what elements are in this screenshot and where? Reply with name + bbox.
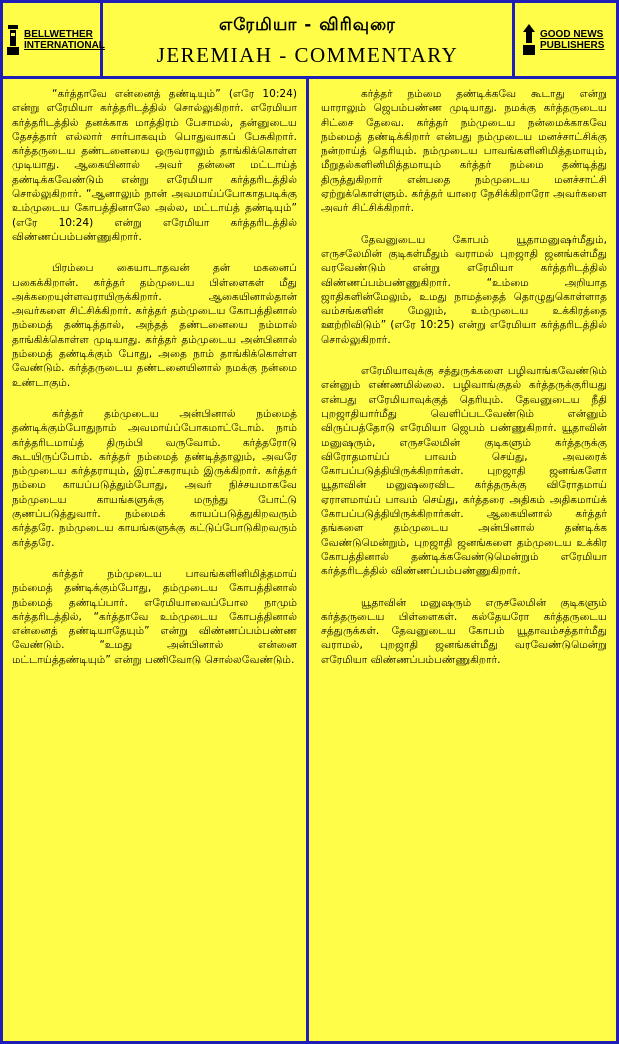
good-news-logo-text: GOOD NEWS PUBLISHERS [540,28,605,51]
paragraph: தேவனுடைய கோபம் யூதாமனுஷர்மீதும், எருசலேமின் குடிகள்மீதும் வராமல் புறஜாதி ஜனங்கள்மீது வரவேண்டும் என்று எரேமியா கர்த்தரிடத்தில் விண்ணப்பம்பண்ணுகிறார். “உம்மை அறியாத ஜாதிகளின்மேலும், உமது நாமத்தைத் தொழுதுகொள்ளாத வம்சங்களின் மேலும், உம்முடைய உக்கிரத்தை ஊற்றிவிடும்” (எரே 10:25) என்று எரேமியா கர்த்தரிடத்தில் சொல்லுகிறார். [321,233,607,346]
header [3,3,616,79]
title-tamil: எரேமியா - விரிவுரை [219,15,396,35]
page-title-block [106,3,509,76]
bellwether-emblem-icon [5,23,21,57]
left-column [3,79,309,1041]
paragraph: “கர்த்தாவே என்னைத் தண்டியும்” (எரே 10:24) என்று எரேமியா கர்த்தரிடத்தில் சொல்லுகிறார். எரேமியா கர்த்தரிடத்தில் தனக்காக மாத்திரம் பேசாமல், தன்னுடைய தேசத்தார் எல்லார் சார்பாகவும் பொதுவாகப் பேசுகிறார். கர்த்தருடைய தண்டனையை ஒருவராலும் தாங்கிக்கொள்ள முடியாது. ஆகையினால் அவர் தன்னை மட்டாய்த் தண்டிக்கவேண்டும் என்று எரேமியா கர்த்தரிடத்தில் சொல்லுகிறார். “ஆனாலும் நான் அவமாய்ப்போகாதபடிக்கு உம்முடைய கோபத்தினாலே அல்ல, மட்டாய்த் தண்டியும்” (எரே 10:24) என்று எரேமியா கர்த்தரிடத்தில் விண்ணப்பம்பண்ணுகிறார். [12,88,297,243]
bellwether-logo [3,3,103,76]
paragraph: யூதாவின் மனுஷரும் எருசலேமின் குடிகளும் கர்த்தருடைய பிள்ளைகள். கல்தேயரோ கர்த்தருடைய சத்துருக்கள். தேவனுடைய கோபம் யூதாவம்சத்தார்மீது வராமல், புறஜாதி ஜனங்கள்மீது வரவேண்டுமென்று எரேமியா விண்ணப்பம்பண்ணுகிறார். [321,596,607,666]
bellwether-logo-text: BELLWETHER INTERNATIONAL [24,28,105,51]
paragraph: எரேமியாவுக்கு சத்துருக்களை பழிவாங்கவேண்டும் என்னும் எண்ணமில்லை. பழிவாங்குதல் கர்த்தருக்குரியது என்பது எரேமியாவுக்குத் தெரியும். தேவனுடைய நீதி புறஜாதியார்மீது வெளிப்படவேண்டும் என்னும் விருப்பத்தோடு எரேமியா ஜெபம் பண்ணுகிறார். யூதாவின் மனுஷரும், எருசலேமின் குடிகளும் கர்த்தருக்கு விரோதமாய்ப் பாவம் செய்து, அவரைக் கோபப்படுத்தியிருக்கிறார்கள். புறஜாதி ஜனங்களோ யூதாவின் மனுஷரைவிட கர்த்தருக்கு விரோதமாய் ஏராளமாய்ப் பாவம் செய்து, கர்த்தரை அதிகம் அதிகமாய்க் கோபப்படுத்தியிருக்கிறார்கள். ஆகையினால் கர்த்தர் தங்களை தம்முடைய அன்பினால் தண்டிக்க வேண்டுமென்றும், புறஜாதி ஜனங்களை தம்முடைய உக்கிர கோபத்தினால் தண்டிக்கவேண்டுமென்றும் எரேமியா கர்த்தரிடத்தில் விண்ணப்பம்பண்ணுகிறார். [321,365,607,578]
title-english: JEREMIAH - COMMENTARY [156,43,459,67]
paragraph: கர்த்தர் தம்முடைய அன்பினால் நம்மைத் தண்டிக்கும்போதுநாம் அவமாய்ப்போகமாட்டோம். நாம் கர்த்தரிடமாய்த் திரும்பி வருவோம். கர்த்தரோடு கூடயிருப்போம். கர்த்தர் நம்மைத் தண்டித்தாலும், அவரே நம்முடைய கர்த்தராயும், இரட்சகராயும் இருக்கிறார். கர்த்தர் நம்மை காயப்படுத்தும்போது, அவர் நிச்சயமாகவே நம்முடைய காயங்களுக்கு மருந்து போட்டு குணப்படுத்துவார். நம்மைக் காயப்படுத்துகிறவரும் கர்த்தரே. நம்முடைய காயங்களுக்கு கட்டுப்போடுகிறவரும் கர்த்தரே. [12,407,297,549]
paragraph: கர்த்தர் நம்மை தண்டிக்கவே கூடாது என்று யாராலும் ஜெபம்பண்ண முடியாது. நமக்கு கர்த்தருடைய சிட்சை தேவை. கர்த்தர் நம்முடைய நன்மைக்காகவே நம்மைத் தண்டிக்கிறார் என்பது நம்முடைய மனச்சாட்சிக்கு நன்றாய்த் தெரியும். நம்முடைய பாவங்களினிமித்தமாயும், மீறுதல்களினிமித்தமாயும் கர்த்தர் நம்மை தண்டித்து திருத்துகிறார் என்பதை நம்முடைய மனச்சாட்சி ஏற்றுக்கொள்ளும். கர்த்தர் யாரை நேசிக்கிறாரோ அவர்களை அவர் சிட்சிக்கிறார். [321,88,607,215]
right-column [312,79,616,1041]
good-news-logo [512,3,616,76]
good-news-emblem-icon [521,23,537,57]
paragraph: பிரம்பை கையாடாதவன் தன் மகனைப் பகைக்கிறான். கர்த்தர் தம்முடைய பிள்ளைகள் மீது அக்கறையுள்ளவராயிருக்கிறார். ஆகையினால்தான் அவர்களை சிட்சிக்கிறார். கர்த்தர் தம்முடைய கோபத்தினால் நம்மைத் தண்டித்தால், அந்தத் தண்டனையை நம்மால் தாங்கிக்கொள்ள முடியாது. கர்த்தர் தம்முடைய அன்பினால் நம்மைத் தண்டிக்கும் போது, அதை நாம் தாங்கிக்கொள்ள வேண்டும். கர்த்தருடைய தண்டனையினால் நமக்கு நன்மை உண்டாகும். [12,262,297,389]
paragraph: கர்த்தர் நம்முடைய பாவங்களினிமித்தமாய் நம்மைத் தண்டிக்கும்போது, தம்முடைய கோபத்தினால் நம்மைத் தண்டிப்பார். எரேமியாவைப்போல நாமும் கர்த்தரிடத்தில், “கர்த்தாவே உம்முடைய கோபத்தினால் என்னைத் தண்டியாதேயும்” என்று விண்ணப்பம்பண்ண வேண்டும். “உமது அன்பினால் என்னை மட்டாய்த்தண்டியும்” என்று பணிவோடு சொல்லவேண்டும். [12,567,297,666]
